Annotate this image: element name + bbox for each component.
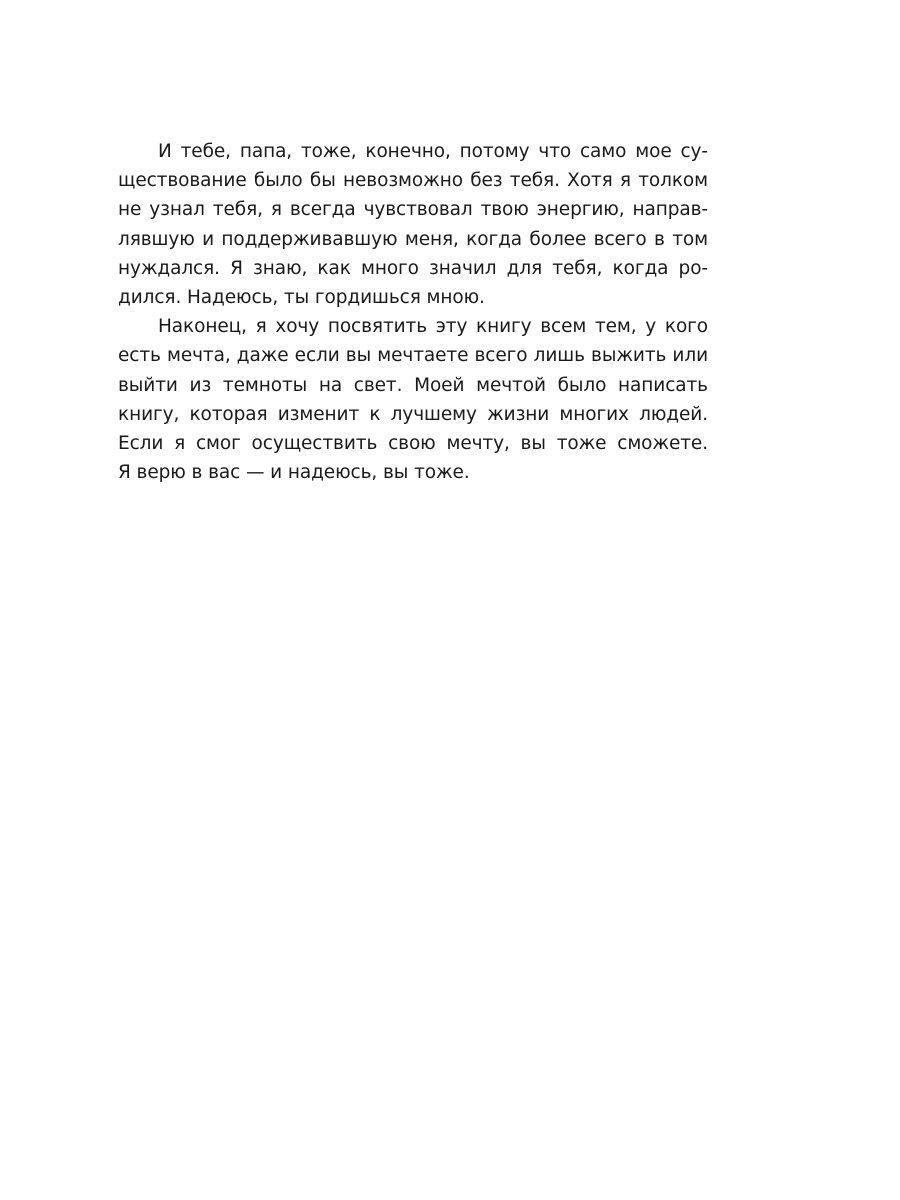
text-line: есть мечта, даже если вы мечтаете всего лишь выжить или: [118, 345, 708, 367]
text-line: ществование было бы невозможно без тебя. Хотя я толком: [118, 170, 708, 192]
paragraph-dreamers: [118, 312, 708, 487]
text-line: лявшую и поддерживавшую меня, когда более всего в том: [118, 228, 708, 250]
text-line: Если я смог осуществить свою мечту, вы тоже сможете.: [118, 432, 708, 454]
text-line: нуждался. Я знаю, как много значил для тебя, когда ро-: [118, 257, 708, 279]
text-line: Наконец, я хочу посвятить эту книгу всем тем, у кого: [158, 316, 708, 338]
dedication-text: [118, 137, 708, 487]
paragraph-father: [118, 137, 708, 312]
text-line: Я верю в вас — и надеюсь, вы тоже.: [118, 462, 470, 484]
text-line: И тебе, папа, тоже, конечно, потому что само мое су-: [158, 141, 708, 162]
text-line: не узнал тебя, я всегда чувствовал твою энергию, направ-: [118, 199, 708, 221]
text-line: выйти из темноты на свет. Моей мечтой было написать: [118, 374, 708, 396]
text-line: дился. Надеюсь, ты гордишься мною.: [118, 286, 485, 308]
text-line: книгу, которая изменит к лучшему жизни многих людей.: [118, 403, 708, 425]
